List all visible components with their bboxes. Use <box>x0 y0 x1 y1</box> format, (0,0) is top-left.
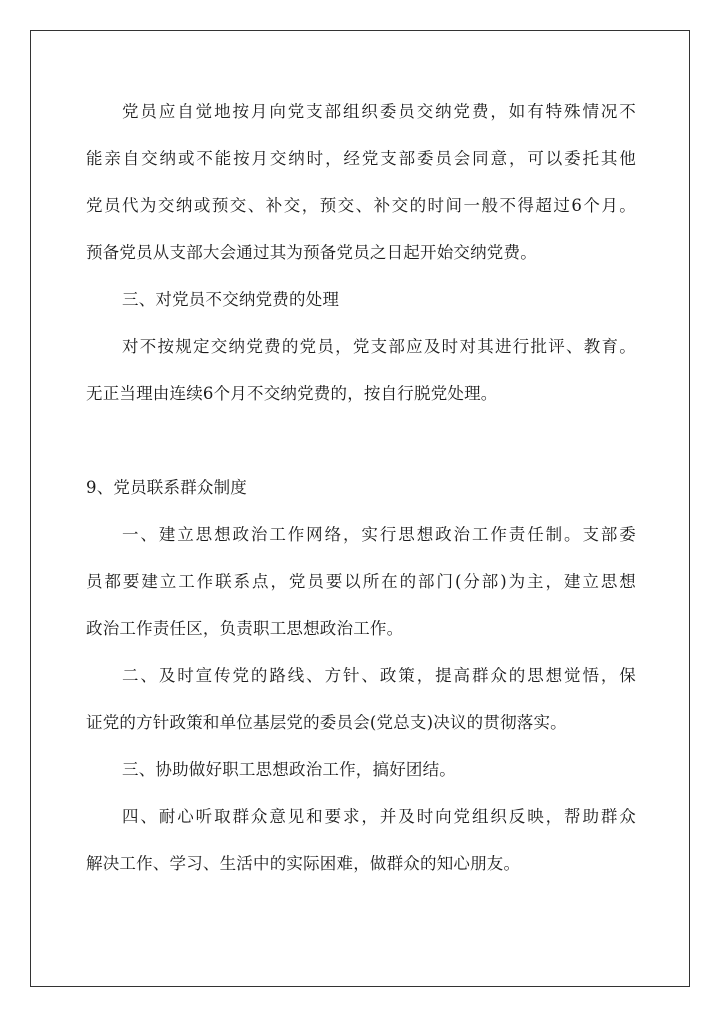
text-line: 二、及时宣传党的路线、方针、政策，提高群众的思想觉悟，保 <box>122 666 636 685</box>
text-line: 预备党员从支部大会通过其为预备党员之日起开始交纳党费。 <box>86 243 537 262</box>
text-line: 三、协助做好职工思想政治工作，搞好团结。 <box>122 760 456 779</box>
text-line: 政治工作责任区，负责职工思想政治工作。 <box>86 619 404 638</box>
paragraph-dues-payment <box>86 97 636 285</box>
paragraph-item-4 <box>86 802 636 896</box>
text-line: 员都要建立工作联系点，党员要以所在的部门(分部)为主，建立思想 <box>86 572 636 591</box>
paragraph-non-payment <box>86 332 636 426</box>
document-body <box>86 97 636 896</box>
text-line: 党员代为交纳或预交、补交，预交、补交的时间一般不得超过6个月。 <box>86 196 636 215</box>
text-line: 对不按规定交纳党费的党员，党支部应及时对其进行批评、教育。 <box>122 337 636 356</box>
section-gap <box>86 426 636 473</box>
paragraph-item-3 <box>86 755 636 802</box>
paragraph-item-2 <box>86 661 636 755</box>
section-heading: 9、党员联系群众制度 <box>86 478 247 497</box>
paragraph-item-1 <box>86 520 636 661</box>
text-line: 解决工作、学习、生活中的实际困难，做群众的知心朋友。 <box>86 854 521 873</box>
text-line: 四、耐心听取群众意见和要求，并及时向党组织反映，帮助群众 <box>122 807 636 826</box>
text-line: 三、对党员不交纳党费的处理 <box>122 290 340 309</box>
text-line: 证党的方针政策和单位基层党的委员会(党总支)决议的贯彻落实。 <box>86 713 567 732</box>
text-line: 一、建立思想政治工作网络，实行思想政治工作责任制。支部委 <box>122 525 636 544</box>
subheading-non-payment <box>86 285 636 332</box>
text-line: 无正当理由连续6个月不交纳党费的，按自行脱党处理。 <box>86 384 498 403</box>
text-line: 党员应自觉地按月向党支部组织委员交纳党费，如有特殊情况不 <box>122 102 636 121</box>
text-line: 能亲自交纳或不能按月交纳时，经党支部委员会同意，可以委托其他 <box>86 149 636 168</box>
